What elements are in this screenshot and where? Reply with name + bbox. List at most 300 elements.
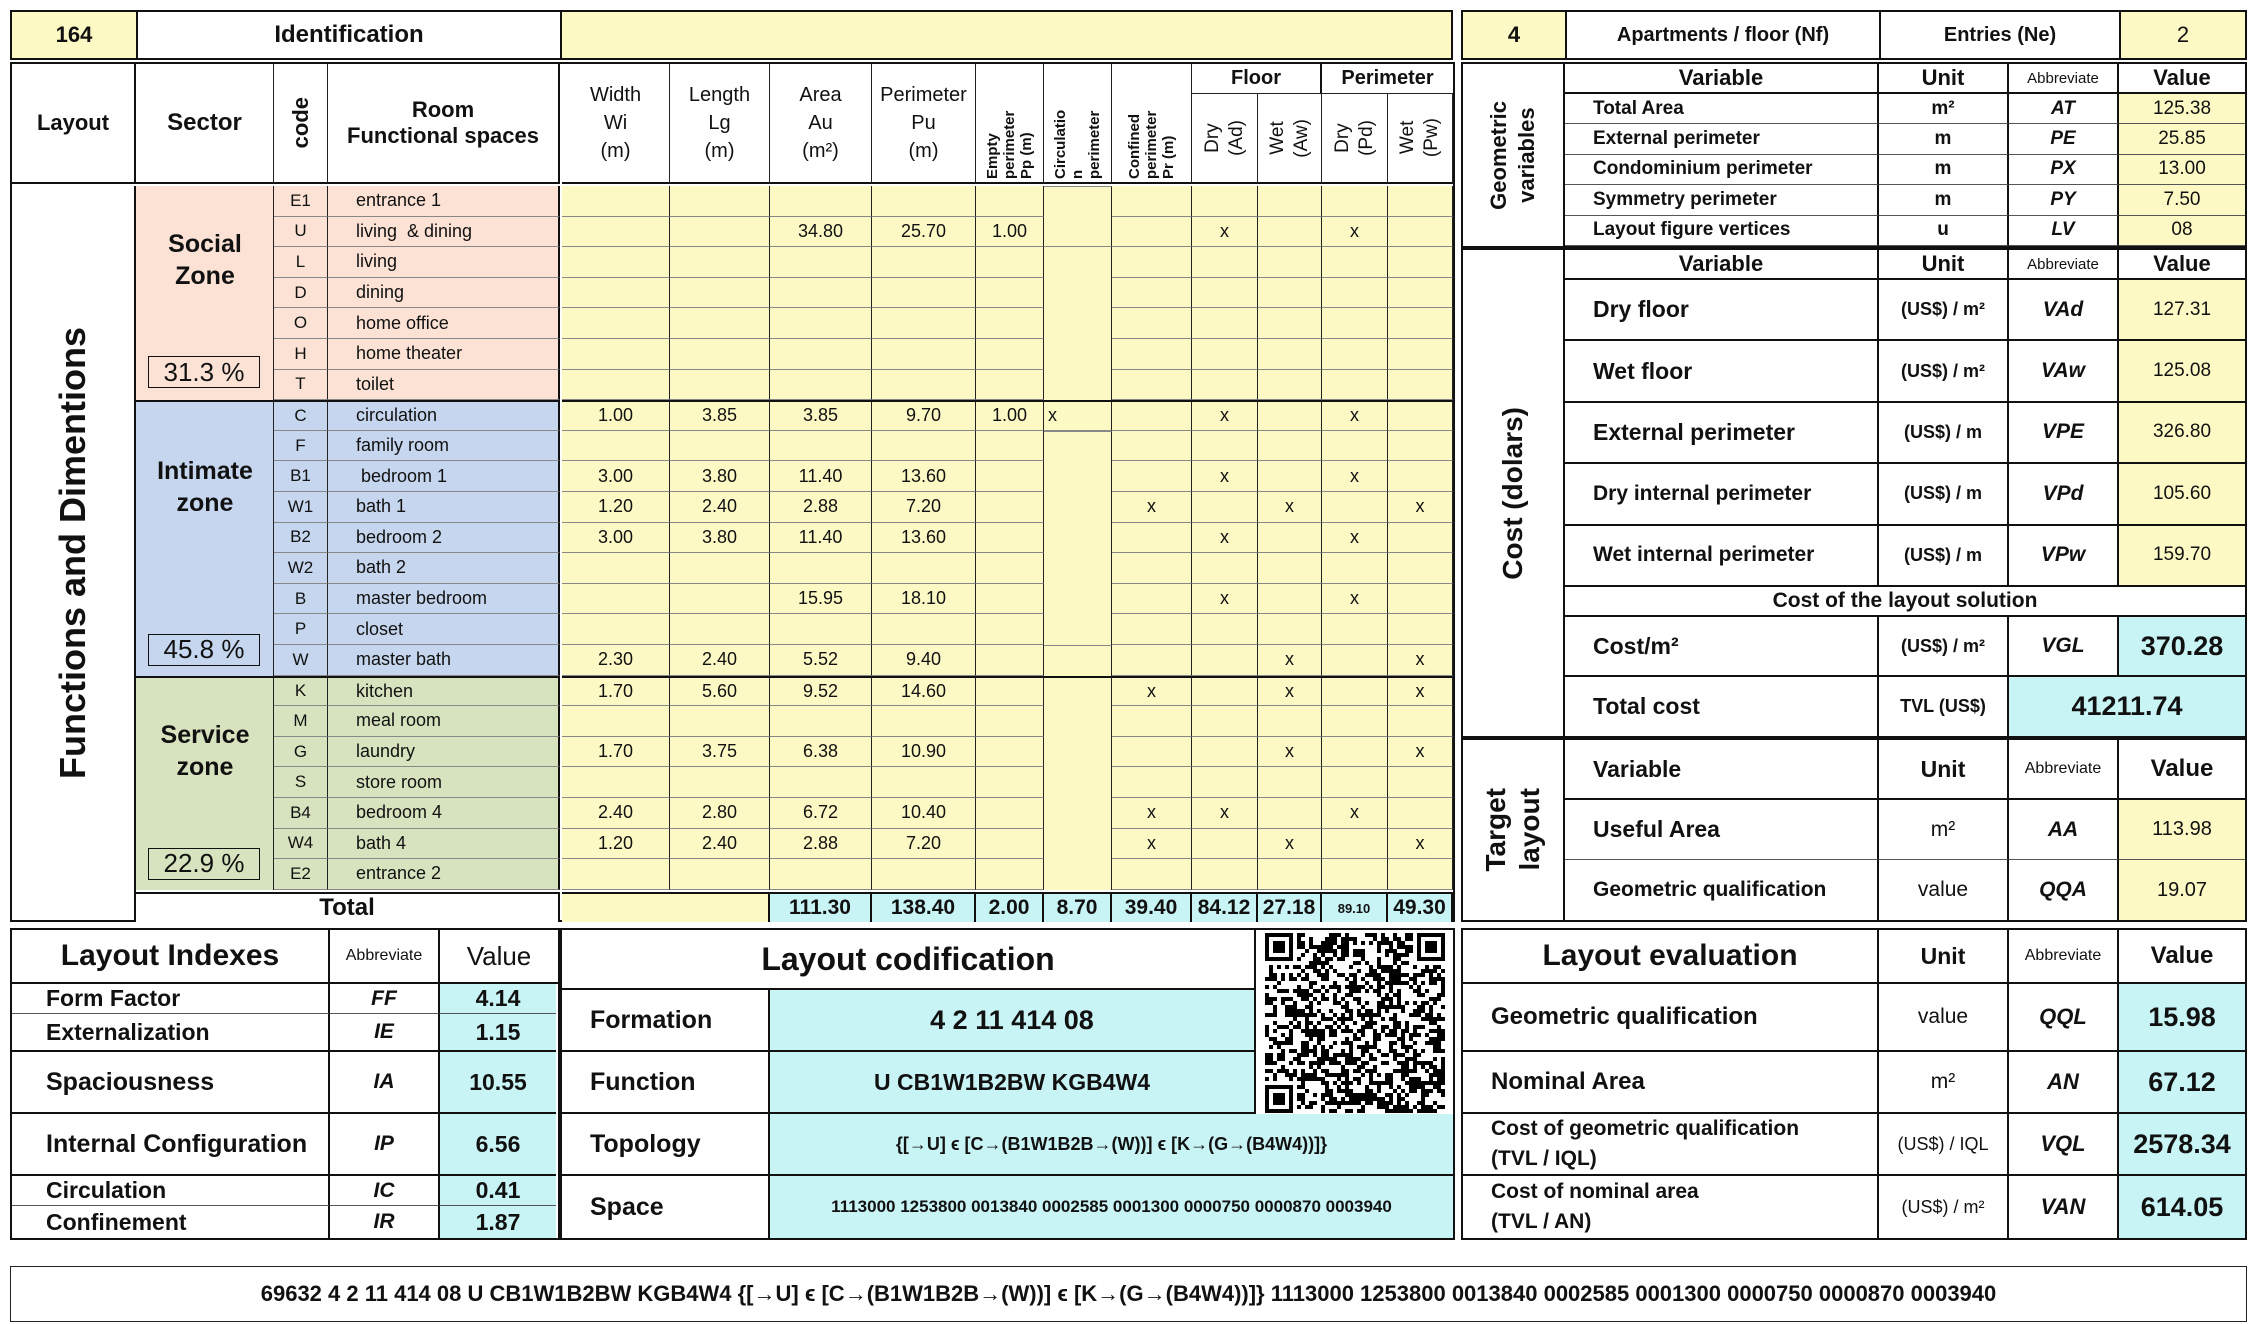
target-unit-header: Unit: [1879, 740, 2009, 800]
geometric-side: [1463, 64, 1565, 246]
cell-pw: [1388, 339, 1453, 370]
cell-aw: [1258, 217, 1322, 248]
cost-m2-variable: Cost/m²: [1565, 617, 1879, 677]
cell-ad: [1192, 278, 1258, 309]
codification-title: Layout codification: [562, 930, 1256, 990]
header-perim_wet-line2: (Pw): [1421, 118, 1442, 158]
code-header: [274, 64, 328, 184]
cell-pu: 7.20: [872, 829, 976, 860]
cell-au: 2.88: [770, 829, 872, 860]
cell-pr: [1112, 186, 1192, 217]
room-name: bedroom 2: [328, 523, 560, 554]
target-side-line1: Target: [1480, 788, 1511, 872]
perimeter-group-header: Perimeter: [1322, 64, 1453, 94]
cell-pp: [976, 492, 1044, 523]
cell-wi: 1.70: [562, 737, 670, 768]
header-area-line2: Au: [808, 112, 833, 134]
evaluation-variable: [1463, 1052, 1879, 1114]
cell-au: 15.95: [770, 584, 872, 615]
evaluation-value: 67.12: [2119, 1052, 2245, 1114]
cell-pd: [1322, 339, 1388, 370]
evaluation-unit: m²: [1879, 1052, 2009, 1114]
functions-title: Functions and Dimentions: [52, 326, 93, 779]
header-width: [562, 64, 670, 184]
cell-pu: [872, 767, 976, 798]
cell-pw: [1388, 859, 1453, 890]
header-empty_perimeter: [976, 64, 1044, 184]
cell-ad: [1192, 645, 1258, 676]
cell-pp: [976, 859, 1044, 890]
header-circulation_perimeter-line2: n: [1069, 169, 1086, 179]
cell-pc: [1044, 523, 1112, 554]
cell-ad: [1192, 247, 1258, 278]
room-name: master bath: [328, 645, 560, 676]
cell-pw: x: [1388, 829, 1453, 860]
floor-group-header: Floor: [1192, 64, 1322, 94]
index-abbr: IC: [330, 1176, 440, 1206]
room-name: home theater: [328, 339, 560, 370]
geometric-value: 7.50: [2119, 185, 2245, 215]
cell-pd: [1322, 186, 1388, 217]
cell-pp: [976, 278, 1044, 309]
target-abbr: QQA: [2009, 860, 2119, 920]
cell-aw: [1258, 308, 1322, 339]
cell-wi: [562, 431, 670, 462]
cell-pc: [1044, 370, 1112, 401]
cell-aw: [1258, 247, 1322, 278]
total-cost-variable: Total cost: [1565, 677, 1879, 736]
room-code: E1: [274, 186, 328, 217]
cell-pd: [1322, 553, 1388, 584]
cell-au: 2.88: [770, 492, 872, 523]
cell-pu: 18.10: [872, 584, 976, 615]
qr-code-icon: [1265, 933, 1445, 1113]
header-confined_perimeter-line2: perimeter: [1143, 110, 1160, 179]
cell-pp: [976, 461, 1044, 492]
cell-pr: [1112, 278, 1192, 309]
total-au: 111.30: [770, 892, 872, 922]
cost-m2-unit: (US$) / m²: [1879, 617, 2009, 677]
total-pp: 2.00: [976, 892, 1044, 922]
header-length: [670, 64, 770, 184]
room-name: family room: [328, 431, 560, 462]
cell-wi: [562, 308, 670, 339]
cell-aw: [1258, 706, 1322, 737]
cell-wi: 1.20: [562, 492, 670, 523]
cell-pw: x: [1388, 645, 1453, 676]
footer-code: 69632 4 2 11 414 08 U CB1W1B2BW KGB4W4 {[→U] ϵ [C→(B1W1B2B→(W))] ϵ [K→(G→(B4W4))]} 1113000 1253800 0013840 0002585 0001300 0000750 0000870 0003940: [10, 1266, 2247, 1322]
identification-label: Identification: [136, 10, 562, 60]
cell-pw: x: [1388, 676, 1453, 707]
cost-value-header: Value: [2119, 250, 2245, 280]
total-cost-value: 41211.74: [2009, 677, 2245, 736]
cell-ad: x: [1192, 217, 1258, 248]
header-perimeter-line2: Pu: [911, 112, 936, 134]
index-abbr: IR: [330, 1206, 440, 1238]
geometric-side-line1: Geometric: [1486, 100, 1511, 210]
geometric-variable: Total Area: [1565, 94, 1879, 124]
cell-au: [770, 706, 872, 737]
zone-1-name-line2: Zone: [175, 261, 235, 290]
room-code: T: [274, 370, 328, 401]
cell-wi: [562, 370, 670, 401]
cell-pd: [1322, 767, 1388, 798]
cell-au: 6.38: [770, 737, 872, 768]
cell-ad: [1192, 370, 1258, 401]
geometric-unit: m²: [1879, 94, 2009, 124]
indexes-value-header: Value: [440, 930, 558, 984]
cell-pw: [1388, 400, 1453, 431]
cell-pd: x: [1322, 461, 1388, 492]
index-value: 1.15: [440, 1014, 556, 1052]
zone-1-name: [136, 225, 274, 295]
indexes-abbr-header: Abbreviate: [330, 930, 440, 984]
header-perim_dry: [1322, 94, 1388, 184]
cell-pc: [1044, 247, 1112, 278]
cell-pc: [1044, 308, 1112, 339]
cell-wi: 1.20: [562, 829, 670, 860]
cell-pc: [1044, 431, 1112, 462]
cell-lg: [670, 706, 770, 737]
cell-wi: 1.70: [562, 676, 670, 707]
room-code: D: [274, 278, 328, 309]
cell-pr: [1112, 645, 1192, 676]
header-area: [770, 64, 872, 184]
room-name: laundry: [328, 737, 560, 768]
cell-lg: [670, 278, 770, 309]
cell-ad: [1192, 767, 1258, 798]
cost-variable: Wet internal perimeter: [1565, 526, 1879, 587]
cost-abbr: VAd: [2009, 280, 2119, 341]
cell-lg: 2.40: [670, 492, 770, 523]
cell-ad: x: [1192, 461, 1258, 492]
header-perim_wet: [1388, 94, 1453, 184]
cell-lg: 2.80: [670, 798, 770, 829]
zone-3: [136, 676, 274, 890]
layout-header: Layout: [12, 64, 136, 184]
cell-au: [770, 431, 872, 462]
cell-lg: [670, 370, 770, 401]
cell-wi: 1.00: [562, 400, 670, 431]
cell-pp: [976, 706, 1044, 737]
total-label: Total: [136, 892, 560, 922]
room-name: kitchen: [328, 676, 560, 707]
cell-lg: 3.80: [670, 523, 770, 554]
zone-3-name-line1: Service: [160, 721, 250, 750]
cell-au: [770, 859, 872, 890]
cell-ad: x: [1192, 798, 1258, 829]
cell-lg: [670, 614, 770, 645]
target-unit: m²: [1879, 800, 2009, 860]
room-code: S: [274, 767, 328, 798]
cell-aw: [1258, 370, 1322, 401]
evaluation-unit: (US$) / IQL: [1879, 1114, 2009, 1176]
room-name: living & dining: [328, 217, 560, 248]
cost-m2-abbr: VGL: [2009, 617, 2119, 677]
geometric-value-header: Value: [2119, 64, 2245, 94]
geometric-value: 125.38: [2119, 94, 2245, 124]
evaluation-value: 15.98: [2119, 984, 2245, 1052]
cell-pc: [1044, 829, 1112, 860]
cell-pp: [976, 431, 1044, 462]
evaluation-unit: (US$) / m²: [1879, 1176, 2009, 1238]
cell-aw: [1258, 584, 1322, 615]
cell-lg: [670, 217, 770, 248]
total-aw: 27.18: [1258, 892, 1322, 922]
evaluation-variable-line1: Cost of geometric qualification: [1491, 1117, 1800, 1140]
cell-aw: [1258, 859, 1322, 890]
cell-pc: [1044, 706, 1112, 737]
cost-side-label: Cost (dolars): [1497, 406, 1528, 580]
total-pc: 8.70: [1044, 892, 1112, 922]
cell-aw: [1258, 461, 1322, 492]
geometric-unit: m: [1879, 155, 2009, 185]
cell-pd: x: [1322, 400, 1388, 431]
index-abbr: IE: [330, 1014, 440, 1052]
header-empty_perimeter-line2: perimeter: [1001, 110, 1018, 179]
header-empty_perimeter-line1: Empty: [984, 133, 1001, 179]
cell-aw: [1258, 553, 1322, 584]
space-label: Space: [562, 1176, 770, 1238]
index-value: 4.14: [440, 984, 556, 1014]
cost-solution-title: Cost of the layout solution: [1565, 587, 2245, 617]
cell-pd: [1322, 645, 1388, 676]
index-abbr: IP: [330, 1114, 440, 1176]
room-code: B: [274, 584, 328, 615]
evaluation-unit: value: [1879, 984, 2009, 1052]
header-area-line1: Area: [799, 84, 842, 106]
cost-abbr: VPE: [2009, 403, 2119, 464]
cell-pr: [1112, 217, 1192, 248]
cost-unit: (US$) / m: [1879, 526, 2009, 587]
cell-pu: [872, 247, 976, 278]
cell-pw: [1388, 370, 1453, 401]
cell-pu: [872, 186, 976, 217]
cost-variable: Dry floor: [1565, 280, 1879, 341]
cell-au: 3.85: [770, 400, 872, 431]
zone-2-percent: 45.8 %: [148, 634, 260, 666]
cell-wi: [562, 614, 670, 645]
index-name: Circulation: [12, 1176, 330, 1206]
apartments-label: Apartments / floor (Nf): [1565, 10, 1881, 60]
room-header-line2: Functional spaces: [347, 123, 539, 148]
cell-au: [770, 247, 872, 278]
cell-pu: 13.60: [872, 523, 976, 554]
cell-pw: [1388, 553, 1453, 584]
cell-pc: [1044, 492, 1112, 523]
cell-pr: x: [1112, 798, 1192, 829]
cell-pu: 10.90: [872, 737, 976, 768]
code-header-text: code: [287, 97, 313, 149]
cell-pc: [1044, 645, 1112, 676]
cell-pc: x: [1044, 400, 1112, 431]
index-value: 1.87: [440, 1206, 556, 1238]
cell-aw: [1258, 431, 1322, 462]
header-floor_dry-line1: Dry: [1201, 123, 1223, 153]
cell-pc: [1044, 798, 1112, 829]
cell-au: [770, 767, 872, 798]
room-name: circulation: [328, 400, 560, 431]
cell-au: [770, 614, 872, 645]
evaluation-abbr: VAN: [2009, 1176, 2119, 1238]
room-code: K: [274, 676, 328, 707]
room-code: F: [274, 431, 328, 462]
evaluation-title: Layout evaluation: [1463, 930, 1879, 984]
room-name: toilet: [328, 370, 560, 401]
evaluation-variable: [1463, 984, 1879, 1052]
target-side: [1463, 740, 1565, 920]
header-width-line2: Wi: [603, 112, 628, 134]
zone-3-percent: 22.9 %: [148, 848, 260, 880]
cell-lg: [670, 431, 770, 462]
evaluation-abbr: AN: [2009, 1052, 2119, 1114]
target-abbr-header: Abbreviate: [2009, 740, 2119, 800]
geometric-variable: External perimeter: [1565, 124, 1879, 154]
topology-value: {[→U] ϵ [C→(B1W1B2B→(W))] ϵ [K→(G→(B4W4))]}: [770, 1114, 1453, 1176]
cell-pd: [1322, 431, 1388, 462]
cell-lg: 5.60: [670, 676, 770, 707]
header-floor_dry: [1192, 94, 1258, 184]
cell-pc: [1044, 859, 1112, 890]
entries-value: 2: [2119, 10, 2247, 60]
cell-lg: [670, 859, 770, 890]
cell-pp: [976, 614, 1044, 645]
cell-pp: [976, 584, 1044, 615]
header-confined_perimeter-line3: Pr (m): [1160, 135, 1177, 179]
cell-lg: [670, 553, 770, 584]
cost-value: 326.80: [2119, 403, 2245, 464]
cell-wi: [562, 247, 670, 278]
geometric-side-line2: variables: [1514, 107, 1539, 203]
zone-2: [136, 400, 274, 675]
evaluation-value-header: Value: [2119, 930, 2245, 984]
cell-wi: 2.40: [562, 798, 670, 829]
cell-pc: [1044, 584, 1112, 615]
room-code: M: [274, 706, 328, 737]
evaluation-variable: [1463, 1114, 1879, 1176]
cell-pu: [872, 614, 976, 645]
cell-pp: [976, 553, 1044, 584]
cell-pr: x: [1112, 492, 1192, 523]
cell-pr: x: [1112, 829, 1192, 860]
cost-unit: (US$) / m²: [1879, 341, 2009, 402]
index-name: Spaciousness: [12, 1052, 330, 1114]
cell-pd: [1322, 859, 1388, 890]
cost-unit: (US$) / m: [1879, 464, 2009, 525]
header-circulation_perimeter: [1044, 64, 1112, 184]
cell-aw: [1258, 186, 1322, 217]
evaluation-unit-header: Unit: [1879, 930, 2009, 984]
cell-pp: 1.00: [976, 400, 1044, 431]
zone-1-percent: 31.3 %: [148, 356, 260, 388]
cell-pr: x: [1112, 676, 1192, 707]
cell-aw: [1258, 523, 1322, 554]
cost-variable: Dry internal perimeter: [1565, 464, 1879, 525]
zone-2-name-line2: zone: [176, 488, 234, 517]
header-area-line3: (m²): [802, 140, 839, 162]
evaluation-variable: [1463, 1176, 1879, 1238]
cell-pw: [1388, 278, 1453, 309]
cell-pw: [1388, 186, 1453, 217]
room-code: W2: [274, 553, 328, 584]
space-value: 1113000 1253800 0013840 0002585 0001300 0000750 0000870 0003940: [770, 1176, 1453, 1238]
geometric-variable-header: Variable: [1565, 64, 1879, 94]
cell-au: [770, 370, 872, 401]
geometric-abbr: PE: [2009, 124, 2119, 154]
cell-pc: [1044, 278, 1112, 309]
cell-pc: [1044, 186, 1112, 217]
cell-pu: 9.70: [872, 400, 976, 431]
target-variable-header: Variable: [1565, 740, 1879, 800]
room-name: store room: [328, 767, 560, 798]
cell-pp: [976, 370, 1044, 401]
cell-ad: [1192, 737, 1258, 768]
cell-au: 9.52: [770, 676, 872, 707]
cell-pu: [872, 308, 976, 339]
zone-2-name: [136, 452, 274, 522]
header-circulation_perimeter-line1: Circulatio: [1052, 109, 1069, 179]
cell-aw: [1258, 278, 1322, 309]
cost-m2-value: 370.28: [2119, 617, 2245, 677]
cell-pp: [976, 737, 1044, 768]
room-code: P: [274, 614, 328, 645]
cell-ad: [1192, 859, 1258, 890]
room-code: H: [274, 339, 328, 370]
cell-au: [770, 553, 872, 584]
header-confined_perimeter: [1112, 64, 1192, 184]
cell-aw: x: [1258, 737, 1322, 768]
geometric-variable: Condominium perimeter: [1565, 155, 1879, 185]
evaluation-value: 2578.34: [2119, 1114, 2245, 1176]
total-blank: [562, 892, 770, 922]
cell-pr: [1112, 553, 1192, 584]
cell-pr: [1112, 431, 1192, 462]
geometric-abbr: AT: [2009, 94, 2119, 124]
header-floor_wet-line1: Wet: [1266, 121, 1288, 155]
total-ad: 84.12: [1192, 892, 1258, 922]
cell-pu: 14.60: [872, 676, 976, 707]
room-code: U: [274, 217, 328, 248]
room-header-line1: Room: [411, 97, 475, 122]
cell-pr: [1112, 339, 1192, 370]
cell-pp: [976, 645, 1044, 676]
geometric-value: 25.85: [2119, 124, 2245, 154]
cell-wi: [562, 186, 670, 217]
cell-pd: [1322, 614, 1388, 645]
cell-pr: [1112, 370, 1192, 401]
room-name: bath 1: [328, 492, 560, 523]
cell-pu: [872, 370, 976, 401]
total-pu: 138.40: [872, 892, 976, 922]
room-name: home office: [328, 308, 560, 339]
evaluation-abbr-header: Abbreviate: [2009, 930, 2119, 984]
cost-abbr-header: Abbreviate: [2009, 250, 2119, 280]
header-floor_wet: [1258, 94, 1322, 184]
header-width-line3: (m): [600, 140, 631, 162]
zone-3-name: [136, 716, 274, 786]
cell-pd: x: [1322, 523, 1388, 554]
index-value: 10.55: [440, 1052, 556, 1114]
apartments-count: 4: [1461, 10, 1567, 60]
target-unit: value: [1879, 860, 2009, 920]
cell-pu: [872, 278, 976, 309]
cell-lg: 2.40: [670, 645, 770, 676]
cell-pu: [872, 431, 976, 462]
cell-ad: [1192, 186, 1258, 217]
cell-lg: 2.40: [670, 829, 770, 860]
geometric-abbr: PY: [2009, 185, 2119, 215]
cell-pw: [1388, 523, 1453, 554]
